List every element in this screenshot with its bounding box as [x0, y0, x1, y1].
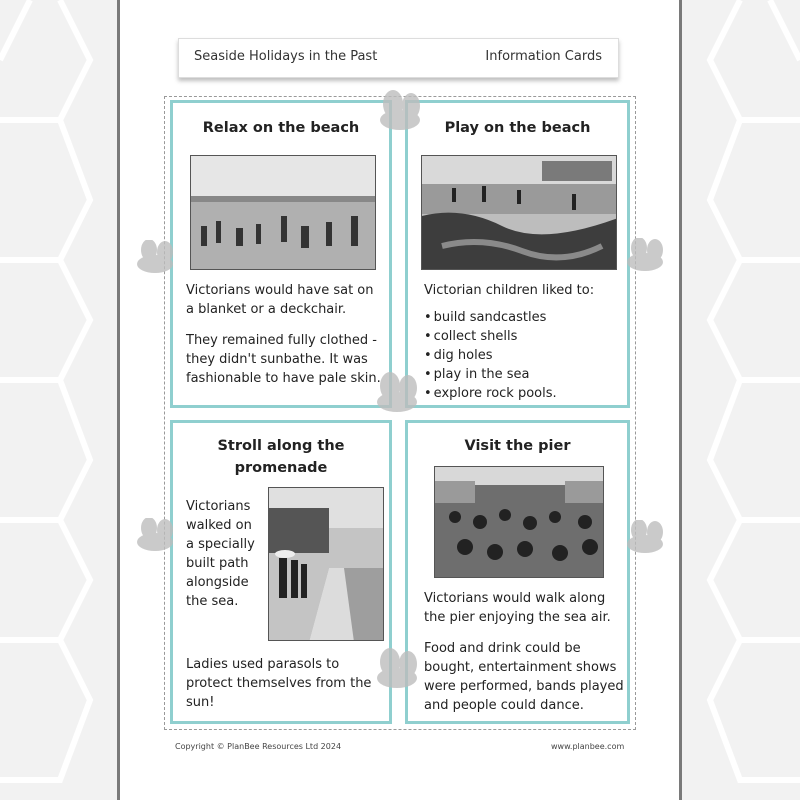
card-text: Food and drink could be bought, entertainment shows were performed, bands played and people could dance.	[424, 641, 624, 713]
card-title-line: promenade	[234, 460, 328, 476]
list-item: • collect shells	[424, 327, 624, 346]
card-text-line: built path	[186, 556, 249, 571]
list-item: • dig holes	[424, 346, 624, 365]
card-play-on-beach	[405, 100, 630, 408]
rock-pools-photo	[421, 155, 617, 270]
bee-watermark-icon	[125, 518, 185, 558]
card-visit-pier	[405, 420, 630, 724]
list-item: • explore rock pools.	[424, 384, 624, 403]
document-title: Seaside Holidays in the Past	[194, 49, 378, 64]
document-subtitle: Information Cards	[485, 49, 602, 64]
card-text-line: Victorians	[186, 499, 251, 514]
bee-watermark-icon	[615, 238, 675, 278]
list-item: • build sandcastles	[424, 308, 624, 327]
bee-watermark-icon	[615, 520, 675, 560]
copyright-notice: Copyright © PlanBee Resources Ltd 2024	[175, 742, 342, 751]
card-title: Visit the pier	[464, 438, 571, 454]
list-item: • play in the sea	[424, 365, 624, 384]
card-relax-on-beach	[170, 100, 392, 408]
card-text: Victorians would have sat on a blanket or a deckchair.	[186, 283, 374, 317]
card-text: They remained fully clothed - they didn't sunbathe. It was fashionable to have pale skin.	[186, 333, 381, 386]
card-title: Relax on the beach	[202, 120, 360, 136]
bee-watermark-icon	[362, 648, 432, 698]
beach-photo	[190, 155, 376, 270]
card-stroll-promenade	[170, 420, 392, 724]
pier-crowd-photo	[434, 466, 604, 578]
card-text-line: the sea.	[186, 594, 239, 609]
card-text-line: walked on	[186, 518, 252, 533]
side-text	[186, 497, 276, 611]
card-text: Victorians would walk along the pier enjoying the sea air.	[424, 591, 611, 625]
card-text-line: alongside	[186, 575, 249, 590]
header-bar	[178, 38, 619, 78]
card-text: Ladies used parasols to protect themselves from the sun!	[186, 657, 372, 710]
activity-list	[424, 308, 624, 403]
card-intro: Victorian children liked to:	[424, 283, 595, 298]
card-title-line: Stroll along the	[217, 438, 345, 454]
bee-watermark-icon	[362, 372, 432, 422]
promenade-photo	[268, 487, 384, 641]
website-link: www.planbee.com	[551, 742, 625, 751]
bee-watermark-icon	[125, 240, 185, 280]
bee-watermark-icon	[365, 90, 435, 140]
card-text-line: a specially	[186, 537, 255, 552]
card-title: Play on the beach	[444, 120, 591, 136]
